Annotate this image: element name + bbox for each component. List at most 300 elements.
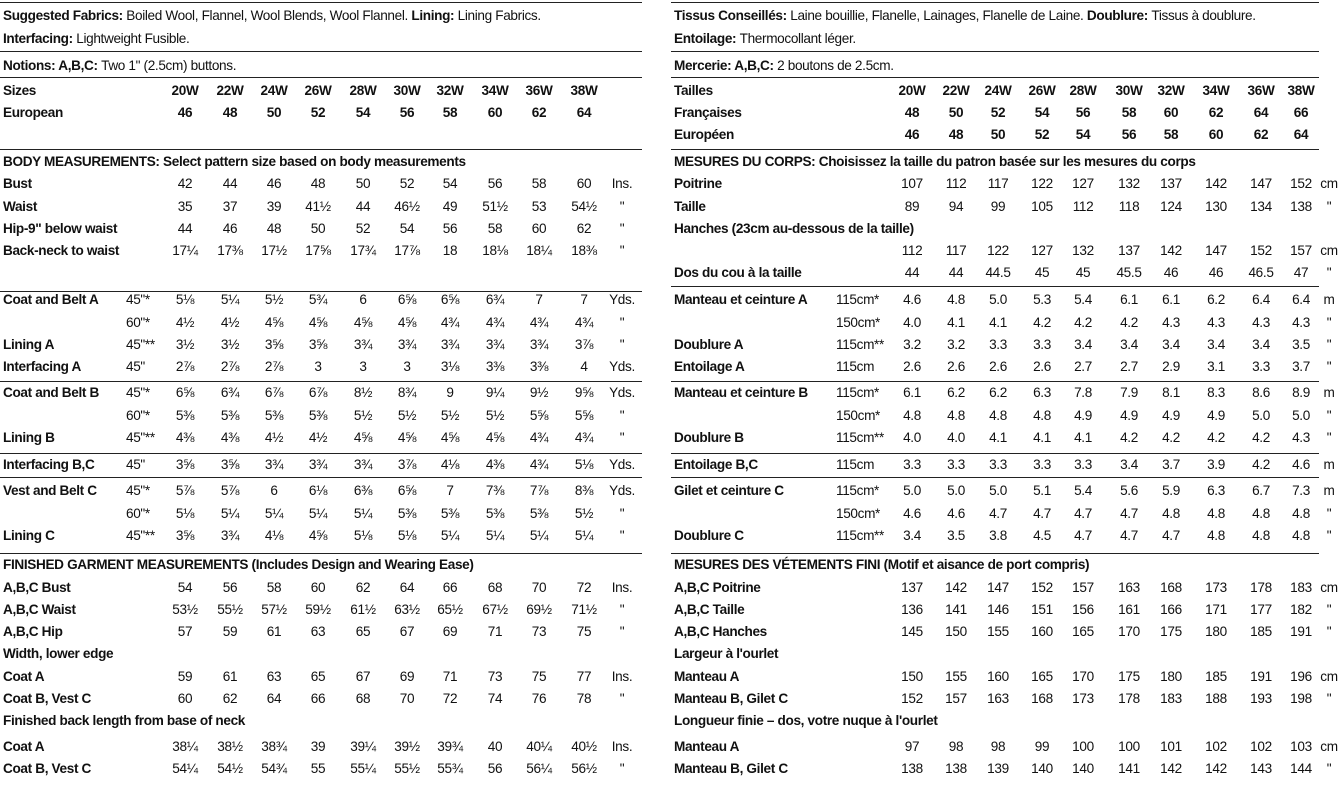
size-cell: 4.6 — [903, 292, 921, 307]
size-cell: 38¼ — [172, 739, 198, 754]
size-cell: 102 — [1205, 739, 1227, 754]
size-cell: 4.8 — [1292, 528, 1310, 543]
size-cell: 4.6 — [947, 506, 965, 521]
row-label: A,B,C Hanches — [674, 624, 767, 639]
size-cell: 17½ — [261, 243, 287, 258]
size-cell: 38W — [1287, 83, 1315, 98]
unit-label: m — [1323, 457, 1335, 472]
row-label: Coat and Belt A — [3, 292, 99, 307]
size-cell: 40 — [487, 739, 503, 754]
size-cell: 6.7 — [1252, 483, 1270, 498]
size-cell: 56 — [487, 176, 503, 191]
size-cell: 3⅜ — [485, 359, 505, 374]
size-cell: 4.8 — [1207, 506, 1225, 521]
size-cell: 3.7 — [1292, 359, 1310, 374]
size-cell: 3¾ — [220, 528, 240, 543]
table-row — [0, 334, 642, 356]
unit-label: m — [1323, 483, 1335, 498]
size-cell: 44 — [177, 221, 193, 236]
size-cell: 4.0 — [947, 430, 965, 445]
size-cell: 4⅝ — [308, 315, 328, 330]
size-cell: 30W — [1115, 83, 1143, 98]
fabric-width: 150cm* — [836, 408, 880, 423]
table-row — [671, 688, 1332, 710]
size-cell: 4.1 — [1074, 430, 1092, 445]
fabric-info-line — [671, 28, 1319, 50]
unit-label: cm — [1320, 176, 1338, 191]
size-cell: 67 — [399, 624, 415, 639]
table-row — [671, 151, 1319, 173]
size-cell: 3½ — [175, 337, 195, 352]
size-cell: 3.3 — [989, 337, 1007, 352]
size-cell: 20W — [898, 83, 926, 98]
size-cell: 2.7 — [1074, 359, 1092, 374]
size-cell: 4.3 — [1207, 315, 1225, 330]
english-size-chart — [0, 0, 642, 790]
size-cell: 122 — [987, 243, 1009, 258]
size-cell: 7.3 — [1292, 483, 1310, 498]
fabric-width: 115cm* — [836, 385, 879, 400]
size-cell: 49 — [442, 199, 458, 214]
size-cell: 17⅜ — [217, 243, 243, 258]
table-row — [671, 454, 1335, 476]
size-cell: 39¾ — [437, 739, 463, 754]
size-cell: 3.3 — [1033, 457, 1051, 472]
fabric-width: 150cm* — [836, 315, 880, 330]
size-cell: 150 — [901, 669, 923, 684]
row-label: Doublure B — [674, 430, 744, 445]
fabric-info-line — [0, 5, 642, 27]
size-cell: 34W — [1202, 83, 1230, 98]
size-cell: 4.1 — [1033, 430, 1051, 445]
info-value: Laine bouillie, Flanelle, Lainages, Flanelle de Laine. — [790, 8, 1087, 23]
size-cell: 178 — [1118, 691, 1140, 706]
row-label: Width, lower edge — [3, 646, 114, 661]
size-cell: 5⅜ — [529, 506, 549, 521]
unit-label: " — [1326, 408, 1332, 423]
size-cell: 8⅜ — [574, 483, 594, 498]
unit-label: Yds. — [609, 359, 635, 374]
size-cell: 3¾ — [529, 337, 549, 352]
size-cell: 6.3 — [1033, 385, 1051, 400]
size-cell: 140 — [1031, 761, 1053, 776]
size-cell: 8.3 — [1207, 385, 1225, 400]
size-cell: 5⅛ — [175, 506, 195, 521]
size-cell: 4⅜ — [175, 430, 195, 445]
row-label: Largeur à l'ourlet — [674, 646, 779, 661]
size-cell: 69 — [442, 624, 458, 639]
row-label: Hip-9" below waist — [3, 221, 118, 236]
size-cell: 5¼ — [220, 292, 240, 307]
size-cell: 39 — [266, 199, 282, 214]
size-cell: 5⅛ — [175, 292, 195, 307]
size-cell: 6⅜ — [353, 483, 373, 498]
size-cell: 4.1 — [989, 315, 1007, 330]
size-cell: 3¾ — [353, 337, 373, 352]
size-cell: 7 — [446, 483, 454, 498]
size-cell: 17¼ — [172, 243, 198, 258]
size-cell: 55 — [310, 761, 326, 776]
size-cell: 75 — [531, 669, 547, 684]
size-cell: 38½ — [217, 739, 243, 754]
fabric-width: 45"* — [126, 385, 150, 400]
unit-label: " — [1326, 506, 1332, 521]
rule-line — [0, 77, 642, 78]
size-cell: 97 — [904, 739, 920, 754]
size-cell: 5½ — [397, 408, 417, 423]
fabric-info-line — [0, 28, 642, 50]
size-cell: 3 — [359, 359, 367, 374]
size-cell: 3¾ — [440, 337, 460, 352]
size-cell: 3.9 — [1207, 457, 1225, 472]
size-cell: 168 — [1031, 691, 1053, 706]
unit-label: " — [1326, 315, 1332, 330]
size-cell: 7 — [580, 292, 588, 307]
size-cell: 61 — [266, 624, 282, 639]
size-cell: 163 — [1118, 580, 1140, 595]
row-label: Lining B — [3, 430, 55, 445]
fabric-width: 115cm — [836, 457, 875, 472]
info-value: 2 boutons de 2.5cm. — [777, 58, 894, 73]
size-cell: 45.5 — [1116, 265, 1142, 280]
size-cell: 9⅝ — [574, 385, 594, 400]
row-label: A,B,C Taille — [674, 602, 745, 617]
unit-label: " — [1326, 265, 1332, 280]
size-cell: 2.6 — [989, 359, 1007, 374]
size-cell: 35 — [177, 199, 193, 214]
unit-label: " — [619, 602, 625, 617]
size-cell: 5¼ — [574, 528, 594, 543]
table-row — [671, 196, 1332, 218]
size-cell: 182 — [1290, 602, 1312, 617]
row-label: Manteau A — [674, 669, 740, 684]
row-label: Hanches (23cm au-dessous de la taille) — [674, 221, 914, 236]
size-cell: 163 — [987, 691, 1009, 706]
size-cell: 39¼ — [350, 739, 376, 754]
unit-label: cm — [1320, 739, 1338, 754]
size-cell: 157 — [1290, 243, 1312, 258]
size-cell: 18⅛ — [482, 243, 508, 258]
size-cell: 3.3 — [1033, 337, 1051, 352]
unit-label: " — [619, 221, 625, 236]
size-cell: 39½ — [394, 739, 420, 754]
size-cell: 5⅜ — [175, 408, 195, 423]
size-cell: 127 — [1072, 176, 1094, 191]
size-cell: 63½ — [394, 602, 420, 617]
size-cell: 52 — [990, 105, 1006, 120]
size-cell: 5¼ — [440, 528, 460, 543]
size-cell: 5.3 — [1033, 292, 1051, 307]
size-cell: 5¼ — [264, 506, 284, 521]
table-row — [671, 312, 1332, 334]
fabric-info-text — [3, 28, 189, 50]
size-cell: 4.5 — [1033, 528, 1051, 543]
table-row — [671, 525, 1332, 547]
size-cell: 144 — [1290, 761, 1312, 776]
size-cell: 4⅛ — [440, 457, 460, 472]
size-cell: 65 — [355, 624, 371, 639]
size-cell: 173 — [1072, 691, 1094, 706]
size-cell: 5⅜ — [264, 408, 284, 423]
size-cell: 2⅞ — [175, 359, 195, 374]
size-cell: 3.2 — [947, 337, 965, 352]
size-cell: 8¾ — [397, 385, 417, 400]
size-cell: 171 — [1205, 602, 1227, 617]
fabric-width: 60"* — [126, 506, 150, 521]
fabric-width: 45" — [126, 457, 145, 472]
table-row — [0, 525, 642, 547]
size-cell: 56 — [222, 580, 238, 595]
size-cell: 7.8 — [1074, 385, 1092, 400]
size-cell: 59 — [222, 624, 238, 639]
rule-line — [671, 77, 1319, 78]
size-cell: 28W — [349, 83, 377, 98]
size-cell: 40¼ — [526, 739, 552, 754]
size-cell: 56 — [1075, 105, 1091, 120]
size-cell: 73 — [531, 624, 547, 639]
size-cell: 50 — [310, 221, 326, 236]
table-row — [0, 151, 642, 173]
size-cell: 132 — [1072, 243, 1094, 258]
size-cell: 6⅝ — [397, 292, 417, 307]
size-cell: 4⅝ — [308, 528, 328, 543]
row-label: Coat B, Vest C — [3, 691, 92, 706]
info-value: Boiled Wool, Flannel, Wool Blends, Wool Flannel. — [126, 8, 412, 23]
table-row — [671, 289, 1335, 311]
size-cell: 39 — [310, 739, 326, 754]
fabric-info-line — [0, 55, 642, 77]
size-cell: 5½ — [440, 408, 460, 423]
size-cell: 4.2 — [1162, 430, 1180, 445]
row-label: Entoilage B,C — [674, 457, 758, 472]
table-row — [0, 80, 642, 102]
size-cell: 53½ — [172, 602, 198, 617]
size-cell: 170 — [1072, 669, 1094, 684]
size-cell: 4¾ — [529, 430, 549, 445]
size-cell: 6⅝ — [440, 292, 460, 307]
row-label: Coat A — [3, 669, 45, 684]
size-cell: 4¾ — [440, 315, 460, 330]
size-cell: 5½ — [574, 506, 594, 521]
table-row — [671, 427, 1332, 449]
size-cell: 58 — [531, 176, 547, 191]
size-cell: 75 — [576, 624, 592, 639]
row-label: Interfacing A — [3, 359, 82, 374]
row-label: Lining C — [3, 528, 55, 543]
size-cell: 38¾ — [261, 739, 287, 754]
size-cell: 22W — [216, 83, 244, 98]
size-cell: 44 — [222, 176, 238, 191]
size-cell: 6.4 — [1292, 292, 1310, 307]
size-cell: 6.1 — [903, 385, 921, 400]
size-cell: 26W — [1028, 83, 1056, 98]
size-cell: 140 — [1072, 761, 1094, 776]
size-cell: 63 — [266, 669, 282, 684]
size-cell: 141 — [945, 602, 967, 617]
size-cell: 3.5 — [947, 528, 965, 543]
size-cell: 4.9 — [1207, 408, 1225, 423]
size-cell: 60 — [531, 221, 547, 236]
size-cell: 9 — [446, 385, 454, 400]
fabric-width: 45"** — [126, 337, 155, 352]
table-row — [0, 758, 642, 780]
size-cell: 161 — [1118, 602, 1140, 617]
unit-label: " — [1326, 528, 1332, 543]
fabric-info-line — [671, 5, 1319, 27]
table-row — [0, 240, 642, 262]
size-cell: 152 — [1250, 243, 1272, 258]
size-cell: 45 — [1075, 265, 1091, 280]
size-cell: 136 — [901, 602, 923, 617]
size-cell: 196 — [1290, 669, 1312, 684]
size-cell: 62 — [1253, 127, 1269, 142]
size-cell: 54¼ — [172, 761, 198, 776]
size-cell: 44 — [904, 265, 920, 280]
size-cell: 3.1 — [1207, 359, 1225, 374]
size-cell: 132 — [1118, 176, 1140, 191]
row-label: Coat B, Vest C — [3, 761, 92, 776]
size-cell: 4¾ — [529, 457, 549, 472]
size-cell: 3⅝ — [264, 337, 284, 352]
table-row — [671, 554, 1319, 576]
size-cell: 4⅝ — [440, 430, 460, 445]
info-heading: Interfacing: — [3, 31, 77, 46]
size-cell: 8.9 — [1292, 385, 1310, 400]
size-cell: 4.8 — [1207, 528, 1225, 543]
row-label: Bust — [3, 176, 32, 191]
size-cell: 146 — [987, 602, 1009, 617]
size-cell: 56 — [1121, 127, 1137, 142]
unit-label: " — [619, 199, 625, 214]
size-cell: 5½ — [353, 408, 373, 423]
size-cell: 4.8 — [1252, 528, 1270, 543]
unit-label: " — [619, 761, 625, 776]
row-label: A,B,C Hip — [3, 624, 63, 639]
size-cell: 4.3 — [1162, 315, 1180, 330]
size-cell: 175 — [1118, 669, 1140, 684]
size-cell: 48 — [904, 105, 920, 120]
size-cell: 66 — [310, 691, 326, 706]
table-row — [0, 289, 642, 311]
unit-label: " — [1326, 761, 1332, 776]
size-cell: 46½ — [394, 199, 420, 214]
size-cell: 30W — [393, 83, 421, 98]
unit-label: " — [619, 315, 625, 330]
size-cell: 107 — [901, 176, 923, 191]
info-heading: Mercerie: A,B,C: — [674, 58, 778, 73]
size-cell: 70 — [399, 691, 415, 706]
info-value: Thermocollant léger. — [739, 31, 856, 46]
row-label: Manteau B, Gilet C — [674, 691, 788, 706]
size-cell: 6⅞ — [264, 385, 284, 400]
size-cell: 193 — [1250, 691, 1272, 706]
fabric-width: 45"* — [126, 292, 150, 307]
size-cell: 2.7 — [1120, 359, 1138, 374]
size-cell: 3 — [403, 359, 411, 374]
size-cell: 28W — [1069, 83, 1097, 98]
size-cell: 6 — [270, 483, 278, 498]
info-value: Two 1" (2.5cm) buttons. — [101, 58, 237, 73]
size-cell: 64 — [576, 105, 592, 120]
size-cell: 5¼ — [529, 528, 549, 543]
size-cell: 5⅞ — [220, 483, 240, 498]
size-cell: 50 — [990, 127, 1006, 142]
size-cell: 4.9 — [1074, 408, 1092, 423]
size-cell: 3⅝ — [175, 528, 195, 543]
size-cell: 67 — [355, 669, 371, 684]
size-cell: 64 — [1253, 105, 1269, 120]
size-cell: 4.2 — [1252, 457, 1270, 472]
table-row — [0, 503, 642, 525]
size-cell: 5⅛ — [397, 528, 417, 543]
table-row — [0, 382, 642, 404]
size-cell: 5¾ — [308, 292, 328, 307]
size-cell: 4.7 — [989, 506, 1007, 521]
unit-label: Ins. — [611, 580, 633, 595]
size-cell: 143 — [1250, 761, 1272, 776]
table-row — [0, 643, 642, 665]
rule-line — [0, 2, 642, 3]
size-cell: 60 — [310, 580, 326, 595]
size-cell: 59½ — [305, 602, 331, 617]
table-row — [671, 621, 1332, 643]
fabric-width: 115cm — [836, 359, 875, 374]
size-cell: 188 — [1205, 691, 1227, 706]
size-cell: 60 — [576, 176, 592, 191]
unit-label: Yds. — [609, 457, 635, 472]
unit-label: Ins. — [611, 176, 633, 191]
size-cell: 32W — [1157, 83, 1185, 98]
size-cell: 6.2 — [1207, 292, 1225, 307]
size-cell: 67½ — [482, 602, 508, 617]
size-cell: 76 — [531, 691, 547, 706]
size-cell: 4.8 — [903, 408, 921, 423]
size-cell: 5¼ — [353, 506, 373, 521]
size-cell: 2.6 — [947, 359, 965, 374]
size-cell: 48 — [222, 105, 238, 120]
size-cell: 4.8 — [1033, 408, 1051, 423]
size-cell: 54 — [177, 580, 193, 595]
row-label: Finished back length from base of neck — [3, 713, 246, 728]
row-label: Manteau B, Gilet C — [674, 761, 788, 776]
size-cell: 4 — [580, 359, 588, 374]
size-cell: 3⅞ — [574, 337, 594, 352]
size-cell: 8.1 — [1162, 385, 1180, 400]
size-cell: 157 — [945, 691, 967, 706]
unit-label: " — [1326, 359, 1332, 374]
size-cell: 142 — [1160, 243, 1182, 258]
size-cell: 64 — [399, 580, 415, 595]
row-label: Européen — [674, 127, 734, 142]
size-cell: 138 — [901, 761, 923, 776]
size-cell: 26W — [304, 83, 332, 98]
size-cell: 65 — [310, 669, 326, 684]
size-cell: 68 — [487, 580, 503, 595]
size-cell: 34W — [481, 83, 509, 98]
size-cell: 5¼ — [485, 528, 505, 543]
size-cell: 4½ — [220, 315, 240, 330]
size-cell: 74 — [487, 691, 503, 706]
size-cell: 101 — [1160, 739, 1182, 754]
size-cell: 4.3 — [1292, 430, 1310, 445]
fabric-width: 115cm** — [836, 528, 884, 543]
size-cell: 55½ — [217, 602, 243, 617]
size-cell: 137 — [1160, 176, 1182, 191]
size-cell: 4.2 — [1120, 430, 1138, 445]
unit-label: " — [1326, 624, 1332, 639]
size-cell: 36W — [525, 83, 553, 98]
size-cell: 46 — [266, 176, 282, 191]
